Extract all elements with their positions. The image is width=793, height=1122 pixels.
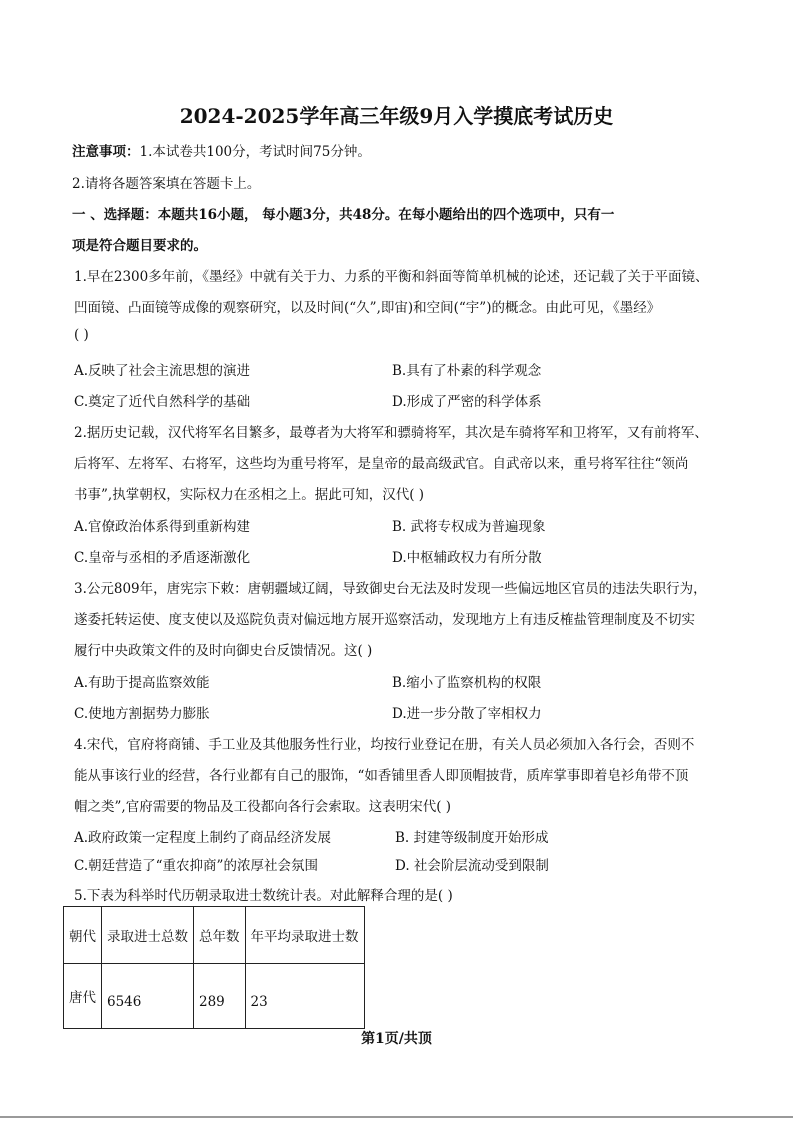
table-cell: 6546 <box>102 964 194 1029</box>
table-cell: 289 <box>194 964 246 1029</box>
question-text-line: 后将军、左将军、右将军，这些均为重号将军，是皇帝的最高级武官。自武帝以来，重号将军往往“领尚 <box>74 456 689 472</box>
question-text-line: 2.据历史记载，汉代将军名目繁多，最尊者为大将军和骠骑将军，其次是车骑将军和卫将军，又有前将军、 <box>74 425 708 441</box>
notes-line-1 <box>72 140 371 160</box>
table-header-cell: 年平均录取进士数 <box>245 907 364 964</box>
option-d: D.进一步分散了宰相权力 <box>392 706 542 722</box>
option-b: B.具有了朴素的科学观念 <box>392 363 542 379</box>
option-c: C.朝廷营造了“重农抑商”的浓厚社会氛围 <box>74 858 318 874</box>
option-c: C.皇帝与丞相的矛盾逐渐激化 <box>74 550 251 566</box>
notes-item-2: 2.请将各题答案填在答题卡上。 <box>72 176 261 192</box>
option-a: A.有助于提高监察效能 <box>74 675 210 691</box>
option-c: C.奠定了近代自然科学的基础 <box>74 394 251 410</box>
question-text-line: 3.公元809年，唐宪宗下敕：唐朝疆域辽阔，导致御史台无法及时发现一些偏远地区官员的违法失职行为， <box>74 581 707 597</box>
section-heading-line-1: 一 、选择题：本题共16小题， 每小题3分，共48分。在每小题给出的四个选项中，只有一 <box>72 207 615 223</box>
table-cell: 23 <box>245 964 364 1029</box>
table-header-row <box>64 907 365 964</box>
option-b: B.缩小了监察机构的权限 <box>392 675 542 691</box>
notes-item-1: 1.本试卷共100分，考试时间75分钟。 <box>139 144 371 160</box>
notes-label: 注意事项： <box>72 144 140 160</box>
page-bottom-divider <box>0 1116 793 1118</box>
table-header-cell: 录取进士总数 <box>102 907 194 964</box>
jinshi-statistics-table <box>63 906 365 1029</box>
option-d: D.形成了严密的科学体系 <box>392 394 542 410</box>
page-footer: 第1页/共顶 <box>361 1031 432 1047</box>
question-text-line: 遂委托转运使、度支使以及巡院负责对偏远地方展开巡察活动，发现地方上有违反榷盐管理制度及不切实 <box>74 612 695 628</box>
question-text-line: 凹面镜、凸面镜等成像的观察研究，以及时间(“久”,即宙)和空间(“宇”)的概念。由此可见，《墨经》 <box>74 300 661 316</box>
option-c: C.使地方割据势力膨胀 <box>74 706 210 722</box>
question-5: 5.下表为科举时代历朝录取进士数统计表。对此解释合理的是( ) <box>74 888 453 904</box>
exam-title: 2024-2025学年高三年级9月入学摸底考试历史 <box>179 104 614 128</box>
question-text-line: 4.宋代，官府将商铺、手工业及其他服务性行业，均按行业登记在册，有关人员必须加入各行会，否则不 <box>74 737 695 753</box>
option-b: B. 封建等级制度开始形成 <box>395 830 549 846</box>
question-text-line: 1.早在2300多年前，《墨经》中就有关于力、力系的平衡和斜面等简单机械的论述，还记载了关于平面镜、 <box>74 269 709 285</box>
question-text-line: ( ) <box>74 327 89 343</box>
option-d: D.中枢辅政权力有所分散 <box>392 550 542 566</box>
question-text-line: 履行中央政策文件的及时向御史台反馈情况。这( ) <box>74 643 373 659</box>
question-text-line: 书事”,执掌朝权，实际权力在丞相之上。据此可知，汉代( ) <box>74 487 425 503</box>
question-text-line: 能从事该行业的经营，各行业都有自己的服饰，“如香铺里香人即顶帽披背，质库掌事即着皂衫角带不顶 <box>74 768 689 784</box>
question-text-line: 帽之类”,官府需要的物品及工役都向各行会索取。这表明宋代( ) <box>74 799 452 815</box>
option-d: D. 社会阶层流动受到限制 <box>395 858 549 874</box>
table-header-cell: 朝代 <box>64 907 102 964</box>
table-header-cell: 总年数 <box>194 907 246 964</box>
table-row <box>64 964 365 1029</box>
section-heading-line-2: 项是符合题目要求的。 <box>72 238 207 254</box>
option-a: A.反映了社会主流思想的演进 <box>74 363 251 379</box>
option-a: A.政府政策一定程度上制约了商品经济发展 <box>74 830 332 846</box>
option-b: B. 武将专权成为普遍现象 <box>392 519 546 535</box>
table-cell: 唐代 <box>64 964 102 1029</box>
option-a: A.官僚政治体系得到重新构建 <box>74 519 251 535</box>
